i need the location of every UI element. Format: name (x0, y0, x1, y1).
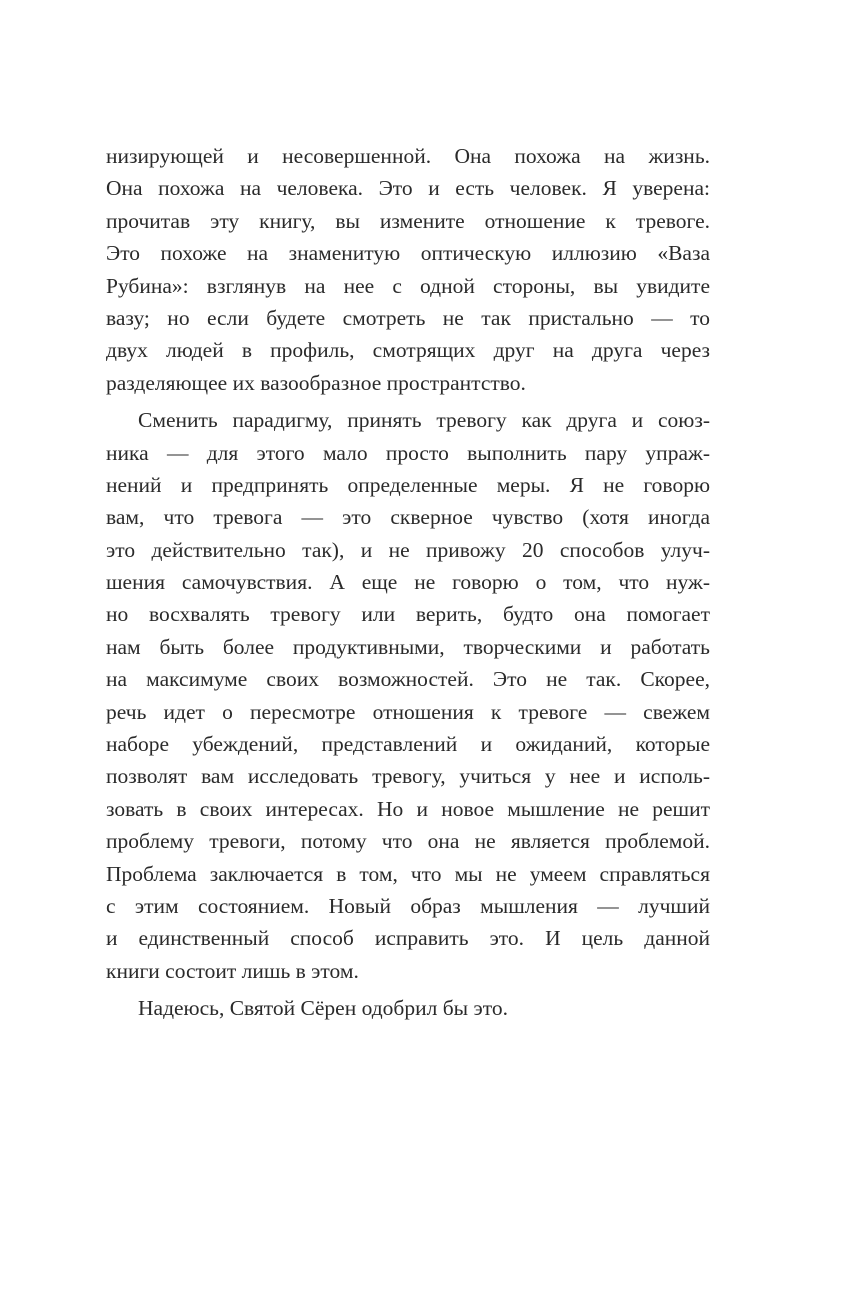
paragraph-3 (106, 992, 710, 1024)
text-line: низирующей и несовершенной. Она похожа на жизнь. (106, 144, 710, 168)
text-line: ника — для этого мало просто выполнить пару упраж- (106, 440, 710, 465)
text-line: нам быть более продуктивными, творческими и работать (106, 634, 710, 659)
text-line: разделяющее их вазообразное пространтство. (106, 370, 526, 395)
text-line: речь идет о пересмотре отношения к тревоге — свежем (106, 699, 710, 724)
text-line: нений и предпринять определенные меры. Я не говорю (106, 472, 710, 497)
text-line: наборе убеждений, представлений и ожиданий, которые (106, 732, 710, 757)
text-line: Проблема заключается в том, что мы не умеем справляться (106, 861, 710, 886)
text-line: Надеюсь, Святой Сёрен одобрил бы это. (138, 996, 508, 1021)
text-line: Она похожа на человека. Это и есть человек. Я уверена: (106, 176, 710, 201)
text-line: Это похоже на знаменитую оптическую иллюзию «Ваза (106, 241, 710, 266)
text-line: шения самочувствия. А еще не говорю о том, что нуж- (106, 570, 710, 595)
text-line: на максимуме своих возможностей. Это не так. Скорее, (106, 667, 710, 692)
text-line: книги состоит лишь в этом. (106, 958, 359, 983)
text-line: проблему тревоги, потому что она не является проблемой. (106, 829, 710, 854)
text-line: зовать в своих интересах. Но и новое мышление не решит (106, 796, 710, 821)
text-line: вам, что тревога — это скверное чувство (хотя иногда (106, 505, 710, 530)
text-line: двух людей в профиль, смотрящих друг на друга через (106, 338, 710, 363)
paragraph-1 (106, 140, 710, 399)
text-line: это действительно так), и не привожу 20 способов улуч- (106, 537, 710, 562)
paragraph-2 (106, 404, 710, 987)
text-line: с этим состоянием. Новый образ мышления — лучший (106, 893, 710, 918)
text-line: Рубина»: взглянув на нее с одной стороны, вы увидите (106, 273, 710, 298)
text-line: прочитав эту книгу, вы измените отношение к тревоге. (106, 208, 710, 233)
book-page (106, 140, 710, 1025)
text-line: Сменить парадигму, принять тревогу как друга и союз- (138, 408, 710, 433)
text-line: но восхвалять тревогу или верить, будто она помогает (106, 602, 710, 627)
text-line: вазу; но если будете смотреть не так пристально — то (106, 305, 710, 330)
text-line: позволят вам исследовать тревогу, учиться у нее и исполь- (106, 764, 710, 789)
text-line: и единственный способ исправить это. И цель данной (106, 926, 710, 951)
